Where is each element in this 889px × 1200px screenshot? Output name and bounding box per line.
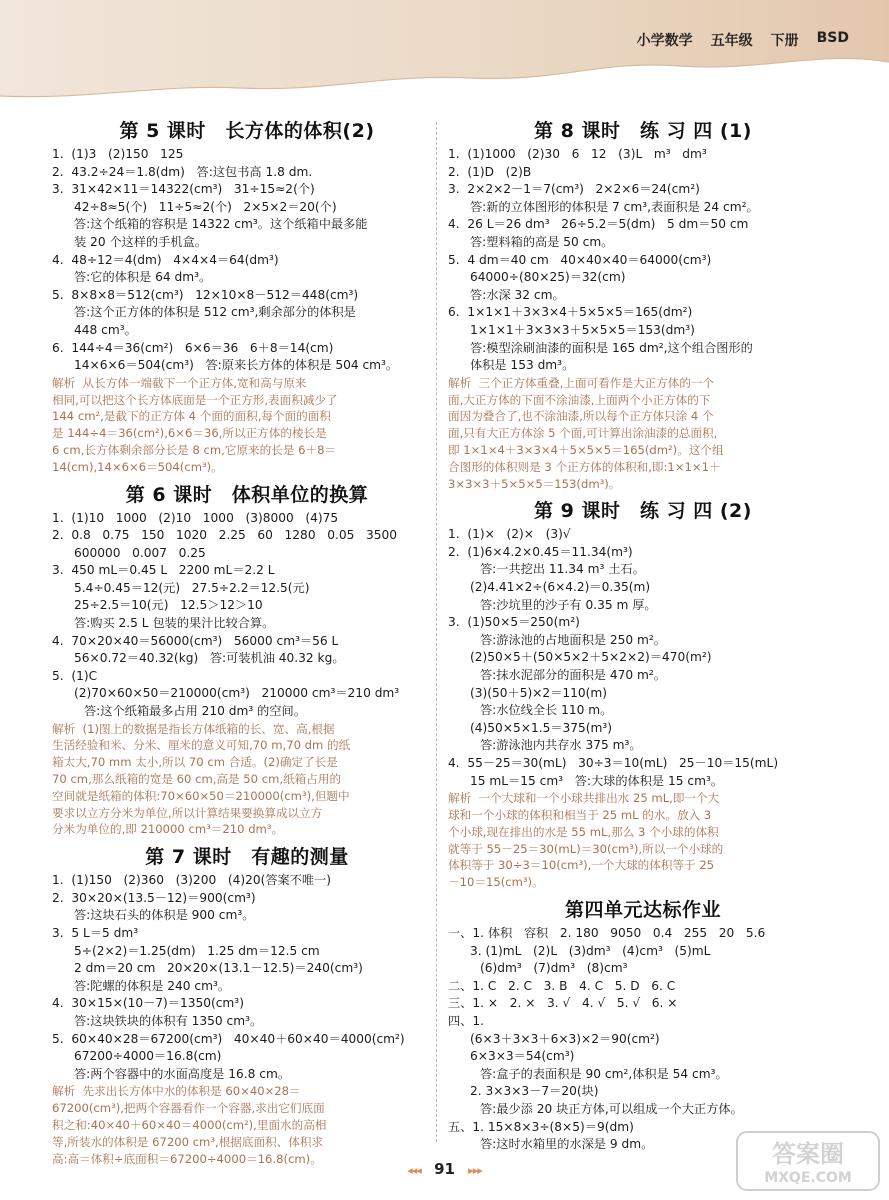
answer-line: 4. 70×20×40＝56000(cm³) 56000 cm³＝56 L [52, 633, 339, 648]
answer-line: 答:最少添 20 块正方体,可以组成一个大正方体。 [480, 1101, 743, 1116]
analysis-line: －10＝15(cm³)。 [448, 875, 544, 890]
answer-line: 答:游泳池内共存水 375 m³。 [480, 738, 642, 753]
answer-line: 答:新的立体图形的体积是 7 cm³,表面积是 24 cm²。 [470, 199, 759, 214]
section-title: 第四单元达标作业 [564, 898, 721, 921]
answer-line: 15 mL＝15 cm³ 答:大球的体积是 15 cm³。 [470, 773, 724, 788]
answer-line: 答:游泳池的占地面积是 250 m²。 [480, 632, 666, 647]
analysis-line: 是 144÷4＝36(cm²),6×6＝36,所以正方体的棱长是 [52, 426, 327, 441]
analysis-line: 70 cm,那么纸箱的宽是 60 cm,高是 50 cm,纸箱占用的 [52, 772, 342, 787]
answer-line: 答:这个纸箱的容积是 14322 cm³。这个纸箱中最多能 [74, 217, 368, 232]
analysis-line: 解析 一个大球和一个小球共排出水 25 mL,即一个大 [448, 791, 720, 806]
answer-line: 答:陀螺的体积是 240 cm³。 [74, 978, 231, 993]
answer-line: 5. (1)C [52, 668, 98, 683]
answer-line: 448 cm³。 [74, 322, 137, 337]
analysis-line: 生活经验和米、分米、厘米的意义可知,70 m,70 dm 的纸 [52, 738, 351, 753]
analysis-line: 体积等于 30÷3＝10(cm³),一个大球的体积等于 25 [448, 858, 715, 873]
answer-line: 1. (1)× (2)× (3)√ [448, 527, 571, 542]
answer-line: (6×3＋3×3＋6×3)×2＝90(cm²) [470, 1031, 660, 1046]
header-grade: 五年级 [710, 33, 753, 49]
analysis-line: 解析 从长方体一端截下一个正方体,宽和高与原来 [52, 375, 307, 390]
analysis-line: 面因为叠合了,也不涂油漆,所以每个正方体只涂 4 个 [448, 409, 714, 424]
answer-line: 42÷8≈5(个) 11÷5≈2(个) 2×5×2＝20(个) [74, 199, 337, 214]
section-title: 第 5 课时 长方体的体积(2) [119, 120, 375, 142]
answer-line: 装 20 个这样的手机盒。 [74, 234, 207, 249]
answer-line: 五、1. 15×8×3÷(8×5)＝9(dm) [448, 1119, 634, 1134]
section-title: 第 9 课时 练 习 四 (2) [534, 500, 752, 523]
answer-line: 2. (1)D (2)B [448, 164, 532, 179]
answer-line: 6. 1×1×1＋3×3×4＋5×5×5＝165(dm²) [448, 305, 693, 320]
answer-line: 一、1. 体积 容积 2. 180 9050 0.4 255 20 5.6 [448, 925, 766, 940]
analysis-line: 个小球,现在排出的水是 55 mL,那么 3 个小球的体积 [448, 824, 719, 839]
analysis-line: 箱太大,70 mm 太小,所以 70 cm 合适。(2)确定了长是 [52, 755, 338, 770]
answer-line: 600000 0.007 0.25 [74, 545, 206, 560]
answer-line: 答:这块铁块的体积有 1350 cm³。 [74, 1013, 263, 1028]
answer-line: 三、1. × 2. × 3. √ 4. √ 5. √ 6. × [448, 996, 678, 1011]
answer-line: 6×3×3＝54(cm³) [470, 1049, 575, 1064]
answer-line: 3. 450 mL＝0.45 L 2200 mL＝2.2 L [52, 563, 275, 578]
answer-line: 3. 5 L＝5 dm³ [52, 925, 139, 940]
answer-line: 3. (1)50×5＝250(m²) [448, 615, 580, 630]
analysis-line: 144 cm²,是截下的正方体 4 个面的面积,每个面的面积 [52, 409, 331, 424]
analysis-line: 即 1×1×4＋3×3×4＋5×5×5＝165(dm²)。这个组 [448, 442, 724, 457]
answer-line: 四、1. [448, 1013, 485, 1028]
answer-line: (4)50×5×1.5＝375(m³) [470, 720, 613, 735]
answer-line: 5÷(2×2)＝1.25(dm) 1.25 dm＝12.5 cm [74, 943, 320, 958]
answer-line: (2)4.41×2÷(6×4.2)＝0.35(m) [470, 580, 651, 595]
answer-line: 答:它的体积是 64 dm³。 [74, 270, 212, 285]
watermark-stamp-icon [733, 1128, 883, 1194]
analysis-line: 高:高＝体积÷底面积＝67200÷4000＝16.8(cm)。 [52, 1151, 322, 1166]
left-column [52, 112, 442, 1167]
answer-line: 67200÷4000＝16.8(cm) [74, 1049, 222, 1064]
answer-line: 2. 43.2÷24＝1.8(dm) 答:这包书高 1.8 dm. [52, 164, 313, 179]
answer-line: 25÷2.5＝10(元) 12.5＞12＞10 [74, 598, 263, 613]
answer-line: 1×1×1＋3×3×3＋5×5×5＝153(dm³) [470, 322, 695, 337]
answer-line: (2)70×60×50＝210000(cm³) 210000 cm³＝210 dm³ [74, 686, 400, 701]
analysis-line: 面,大正方体的下面不涂油漆,上面两个小正方体的下 [448, 392, 711, 407]
answer-line: 6. 144÷4＝36(cm²) 6×6＝36 6＋8＝14(cm) [52, 340, 334, 355]
answer-line: 答:这个正方体的体积是 512 cm³,剩余部分的体积是 [74, 305, 356, 320]
answer-line: (6)dm³ (7)dm³ (8)cm³ [480, 961, 628, 976]
analysis-line: 解析 (1)图上的数据是指长方体纸箱的长、宽、高,根据 [52, 721, 335, 736]
section-title: 第 6 课时 体积单位的换算 [125, 483, 369, 506]
analysis-line: 积之和:40×40＋60×40＝4000(cm²),里面水的高相 [52, 1117, 327, 1132]
answer-line: 4. 48÷12＝4(dm) 4×4×4＝64(dm³) [52, 252, 279, 267]
answer-line: 答:两个容器中的水面高度是 16.8 cm。 [74, 1066, 291, 1081]
answer-line: 4. 55－25＝30(mL) 30÷3＝10(mL) 25－10＝15(mL) [448, 756, 779, 771]
answer-line: (2)50×5＋(50×5×2＋5×2×2)＝470(m²) [470, 650, 712, 665]
answer-line: 5.4÷0.45＝12(元) 27.5÷2.2＝12.5(元) [74, 580, 310, 595]
answer-line: 答:沙坑里的沙子有 0.35 m 厚。 [480, 597, 657, 612]
answer-line: 2. 0.8 0.75 150 1020 2.25 60 1280 0.05 3500 [52, 528, 397, 543]
answer-line: 56×0.72＝40.32(kg) 答:可装机油 40.32 kg。 [74, 651, 345, 666]
analysis-line: 就等于 55－25＝30(mL)＝30(cm³),所以一个小球的 [448, 841, 724, 856]
watermark-logo [733, 1128, 883, 1194]
answer-line: 答:购买 2.5 L 包装的果汁比较合算。 [74, 616, 275, 631]
watermark-brand: 答案圈 [772, 1140, 844, 1168]
answer-line: 体积是 153 dm³。 [470, 358, 575, 373]
footer-right-arrows: ▸▸▸ [468, 1164, 482, 1177]
right-column [448, 112, 838, 1154]
section-title: 第 8 课时 练 习 四 (1) [534, 120, 752, 142]
answer-line: 1. (1)10 1000 (2)10 1000 (3)8000 (4)75 [52, 510, 339, 525]
column-divider [436, 122, 437, 1142]
analysis-line: 6 cm,长方体剩余部分长是 8 cm,它原来的长是 6＋8＝ [52, 442, 337, 457]
answer-line: 2. 30×20×(13.5－12)＝900(cm³) [52, 890, 256, 905]
analysis-line: 面,只有大正方体涂 5 个面,可计算出涂油漆的总面积, [448, 426, 718, 441]
answer-line: 1. (1)150 (2)360 (3)200 (4)20(答案不唯一) [52, 873, 332, 888]
answer-line: 答:这个纸箱最多占用 210 dm³ 的空间。 [84, 704, 306, 719]
analysis-line: 解析 先求出长方体中水的体积是 60×40×28＝ [52, 1084, 301, 1099]
analysis-line: 解析 三个正方体重叠,上面可看作是大正方体的一个 [448, 375, 715, 390]
section-title: 第 7 课时 有趣的测量 [145, 846, 349, 869]
answer-line: 5. 4 dm＝40 cm 40×40×40＝64000(cm³) [448, 252, 712, 267]
answer-line: 答:一共挖出 11.34 m³ 土石。 [480, 562, 645, 577]
answer-line: 答:模型涂刷油漆的面积是 165 dm²,这个组合图形的 [470, 340, 753, 355]
answer-line: 4. 30×15×(10－7)＝1350(cm³) [52, 996, 244, 1011]
answer-line: 3. (1)mL (2)L (3)dm³ (4)cm³ (5)mL [470, 943, 711, 958]
answer-line: 14×6×6＝504(cm³) 答:原来长方体的体积是 504 cm³。 [74, 358, 399, 373]
analysis-line: 等,所装水的体积是 67200 cm³,根据底面积、体积求 [52, 1134, 324, 1149]
analysis-line: 要求以立方分米为单位,所以计算结果要换算成以立方 [52, 805, 323, 820]
footer-left-arrows: ◂◂◂ [407, 1164, 421, 1177]
answer-line: (3)(50＋5)×2＝110(m) [470, 685, 608, 700]
answer-line: 答:这块石头的体积是 900 cm³。 [74, 908, 255, 923]
watermark-site: MXQE.COM [764, 1170, 852, 1186]
answer-line: 答:抹水泥部分的面积是 470 m²。 [480, 668, 666, 683]
header-edition: BSD [816, 30, 849, 46]
header-volume: 下册 [770, 33, 799, 49]
header-band [0, 0, 889, 110]
header-info [637, 30, 849, 50]
analysis-line: 分米为单位的,即 210000 cm³＝210 dm³。 [52, 822, 284, 837]
analysis-line: 空间就是纸箱的体积:70×60×50＝210000(cm³),但题中 [52, 788, 350, 803]
answer-line: 64000÷(80×25)＝32(cm) [470, 270, 626, 285]
answer-line: 答:塑料箱的高是 50 cm。 [470, 234, 614, 249]
analysis-line: 球和一个小球的体积和相当于 25 mL 的水。放入 3 [448, 808, 712, 822]
answer-line: 5. 60×40×28＝67200(cm³) 40×40＋60×40＝4000(cm²) [52, 1031, 405, 1046]
answer-line: 4. 26 L＝26 dm³ 26÷5.2＝5(dm) 5 dm＝50 cm [448, 217, 749, 232]
analysis-line: 67200(cm³),把两个容器看作一个容器,求出它们底面 [52, 1101, 325, 1116]
answer-line: 答:水位线全长 110 m。 [480, 703, 613, 718]
page-number: 91 [434, 1160, 455, 1178]
answer-line: 5. 8×8×8＝512(cm³) 12×10×8－512＝448(cm³) [52, 287, 359, 302]
header-subject: 小学数学 [636, 33, 693, 49]
answer-line: 答:盒子的表面积是 90 cm²,体积是 54 cm³。 [480, 1066, 728, 1081]
answer-line: 答:这时水箱里的水深是 9 dm。 [480, 1137, 654, 1152]
answer-line: 二、1. C 2. C 3. B 4. C 5. D 6. C [448, 978, 676, 993]
answer-line: 3. 2×2×2－1＝7(cm³) 2×2×6＝24(cm²) [448, 182, 700, 197]
answer-line: 答:水深 32 cm。 [470, 287, 565, 302]
answer-line: 1. (1)3 (2)150 125 [52, 147, 184, 161]
analysis-line: 3×3×3＋5×5×5＝153(dm³)。 [448, 476, 621, 491]
analysis-line: 相同,可以把这个长方体底面是一个正方形,表面积减少了 [52, 392, 338, 407]
answer-line: 2. (1)6×4.2×0.45＝11.34(m³) [448, 544, 633, 559]
analysis-line: 合图形的体积则是 3 个正方体的体积和,即:1×1×1＋ [448, 459, 721, 474]
analysis-line: 14(cm),14×6×6＝504(cm³)。 [52, 459, 223, 474]
answer-line: 2. 3×3×3－7＝20(块) [470, 1084, 599, 1099]
header-wave-decoration [0, 0, 889, 110]
answer-line: 1. (1)1000 (2)30 6 12 (3)L m³ dm³ [448, 147, 707, 161]
answer-line: 3. 31×42×11＝14322(cm³) 31÷15≈2(个) [52, 182, 315, 197]
answer-line: 2 dm＝20 cm 20×20×(13.1－12.5)＝240(cm³) [74, 961, 363, 976]
